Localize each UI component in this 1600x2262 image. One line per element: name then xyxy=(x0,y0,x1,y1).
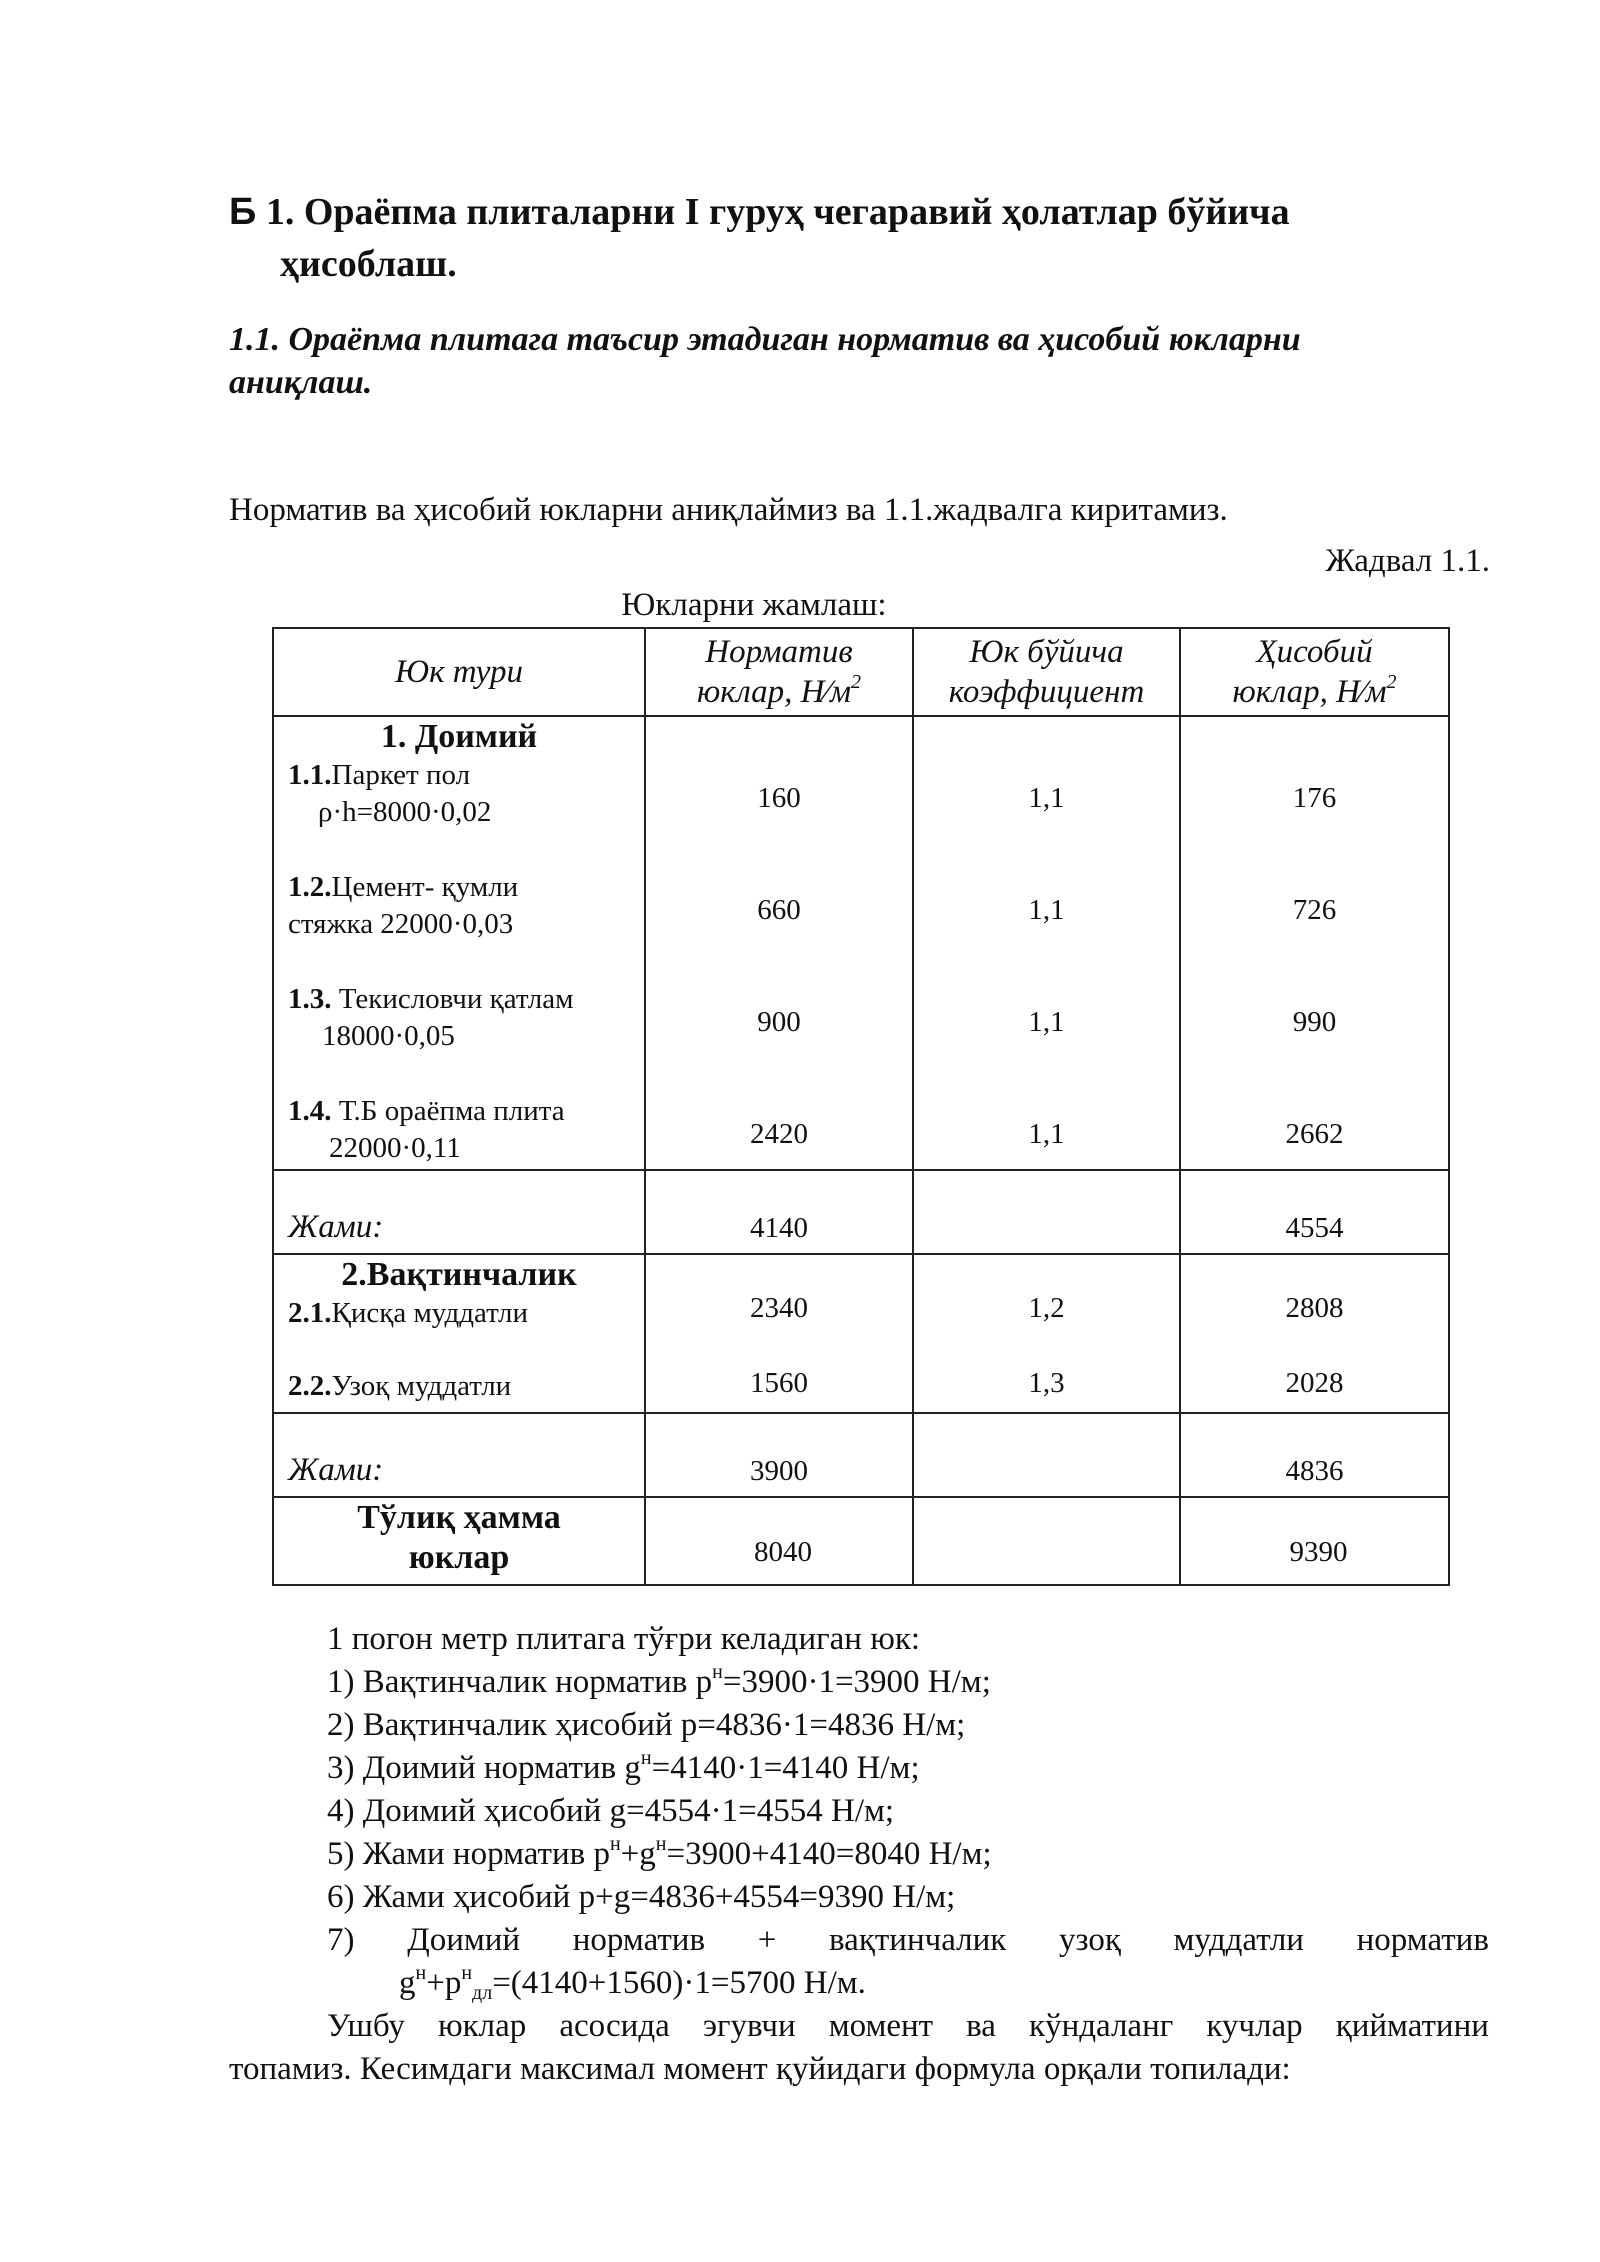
item-1-1-calc: ρ·h=8000·0,02 xyxy=(318,796,492,828)
item-1-1: 1.1.Паркет пол xyxy=(288,759,471,791)
header-normative xyxy=(645,628,913,716)
value-1-4-design: 2662 xyxy=(1285,1118,1344,1150)
section-heading-line1: 1. Ораёпма плиталарни I гуруҳ чегаравий ҳолатлар бўйича xyxy=(265,191,1290,233)
section-heading xyxy=(229,186,1509,290)
loads-table xyxy=(272,627,1450,1586)
header-normative-sup: 2 xyxy=(851,671,862,693)
permanent-total-label: Жами: xyxy=(273,1170,645,1254)
calc-line-5: 5) Жами норматив $p^н+g^н=3900+4140=8040$ Н/м; xyxy=(327,1833,992,1872)
permanent-coef-cell xyxy=(913,716,1180,1170)
value-1-1-coef: 1,1 xyxy=(1028,782,1065,814)
section-heading-line2: ҳисоблаш. xyxy=(280,243,457,285)
subsection-heading-line2: аниқлаш. xyxy=(229,364,373,401)
calc-line-3: 3) Доимий норматив $g^н=4140\cdot 1=4140$ Н/м; xyxy=(327,1747,920,1786)
intro-paragraph: Норматив ва ҳисобий юкларни аниқлаймиз ва 1.1.жадвалга киритамиз. xyxy=(229,492,1228,528)
table-row-temporary-total xyxy=(273,1413,1449,1497)
value-2-2-coef: 1,3 xyxy=(1028,1367,1065,1399)
table-row-full-total xyxy=(273,1497,1449,1585)
calc-line-6: 6) Жами ҳисобий p+g=4836+4554=9390 Н/м; xyxy=(327,1879,956,1915)
value-1-4-coef: 1,1 xyxy=(1028,1118,1065,1150)
permanent-total-design: 4554 xyxy=(1285,1212,1344,1244)
table-number: Жадвал 1.1. xyxy=(1325,543,1490,579)
full-total-design: 9390 xyxy=(1289,1536,1348,1568)
table-header-row xyxy=(273,628,1449,716)
table-row-permanent-total xyxy=(273,1170,1449,1254)
temporary-total-label: Жами: xyxy=(273,1413,645,1497)
table-row-permanent xyxy=(273,716,1449,1170)
header-load-type xyxy=(273,628,645,716)
header-design-l1: Ҳисобий xyxy=(1256,634,1373,670)
calc-line-7-formula: $g^н+p^н_{дл}=(4140+1560)\cdot 1=5700$ Н/м. xyxy=(399,1962,866,2004)
permanent-title: 1. Доимий xyxy=(380,718,538,755)
value-2-2-normative: 1560 xyxy=(750,1367,808,1399)
header-design xyxy=(1180,628,1449,716)
closing-paragraph-line2: топамиз. Кесимдаги максимал момент қуйидаги формула орқали топилади: xyxy=(229,2051,1291,2087)
temporary-total-design: 4836 xyxy=(1285,1455,1344,1487)
header-coef-l1: Юк бўйича xyxy=(969,634,1124,670)
section-mark: Б xyxy=(229,191,257,233)
value-1-2-normative: 660 xyxy=(757,894,801,926)
item-2-2: 2.2.Узоқ муддатли xyxy=(288,1370,512,1402)
value-1-3-coef: 1,1 xyxy=(1028,1006,1065,1038)
calculation-text xyxy=(229,1618,1489,2091)
table-row-temporary xyxy=(273,1254,1449,1413)
table-caption-text: Юкларни жамлаш: xyxy=(621,587,887,623)
full-total-label-l2: юклар xyxy=(408,1539,510,1576)
value-2-1-normative: 2340 xyxy=(750,1292,808,1324)
lead-line: 1 погон метр плитага тўғри келадиган юк: xyxy=(327,1621,921,1657)
table-caption xyxy=(0,585,1600,625)
header-normative-l2: юклар, Н⁄м xyxy=(696,674,852,710)
value-1-4-normative: 2420 xyxy=(750,1118,808,1150)
item-1-3-calc: 18000·0,05 xyxy=(322,1020,455,1052)
item-1-4-calc: 22000·0,11 xyxy=(329,1132,461,1164)
header-design-sup: 2 xyxy=(1386,671,1397,693)
item-1-3: 1.3. Текисловчи қатлам xyxy=(288,983,574,1015)
header-normative-l1: Норматив xyxy=(705,634,853,670)
temporary-items-cell xyxy=(273,1254,645,1413)
calc-line-1: 1) Вақтинчалик норматив $p^н=3900\cdot 1=3900$ Н/м; xyxy=(327,1661,991,1700)
header-load-type-text: Юк тури xyxy=(395,654,523,690)
item-1-2-calc: стяжка 22000·0,03 xyxy=(288,908,514,940)
calc-line-2: 2) Вақтинчалик ҳисобий p=4836·1=4836 Н/м; xyxy=(327,1707,966,1743)
value-2-1-coef: 1,2 xyxy=(1028,1292,1065,1324)
full-total-label-l1: Тўлиқ ҳамма xyxy=(357,1499,561,1536)
value-2-2-design: 2028 xyxy=(1285,1367,1344,1399)
item-1-4: 1.4. Т.Б ораёпма плита xyxy=(288,1095,565,1127)
item-2-1: 2.1.Қисқа муддатли xyxy=(288,1297,529,1329)
subsection-heading-line1: 1.1. Ораёпма плитага таъсир этадиган норматив ва ҳисобий юкларни xyxy=(229,321,1301,358)
item-1-2: 1.2.Цемент- қумли xyxy=(288,871,519,903)
closing-paragraph-line1: Ушбу юклар асосида эгувчи момент ва кўндаланг кучлар қийматини xyxy=(327,2008,1489,2044)
header-coefficient xyxy=(913,628,1180,716)
permanent-total-normative: 4140 xyxy=(750,1212,808,1244)
header-coef-l2: коэффициент xyxy=(948,674,1145,710)
value-1-2-coef: 1,1 xyxy=(1028,894,1065,926)
temporary-total-normative: 3900 xyxy=(750,1455,808,1487)
permanent-design-cell xyxy=(1180,716,1449,1170)
permanent-items-cell xyxy=(273,716,645,1170)
value-1-1-normative: 160 xyxy=(757,782,801,814)
permanent-normative-cell xyxy=(645,716,913,1170)
full-total-label xyxy=(273,1497,645,1585)
calc-line-7: 7) Доимий норматив + вақтинчалик узоқ муддатли норматив xyxy=(327,1922,1489,1958)
temporary-title: 2.Вақтинчалик xyxy=(341,1256,577,1293)
value-2-1-design: 2808 xyxy=(1285,1292,1344,1324)
calc-line-4: 4) Доимий ҳисобий g=4554·1=4554 Н/м; xyxy=(327,1793,895,1829)
subsection-heading xyxy=(229,318,1489,404)
value-1-3-design: 990 xyxy=(1292,1006,1337,1038)
value-1-1-design: 176 xyxy=(1292,782,1337,814)
full-total-normative: 8040 xyxy=(754,1536,812,1568)
value-1-2-design: 726 xyxy=(1292,894,1337,926)
header-design-l2: юклар, Н⁄м xyxy=(1232,674,1387,710)
value-1-3-normative: 900 xyxy=(757,1006,801,1038)
